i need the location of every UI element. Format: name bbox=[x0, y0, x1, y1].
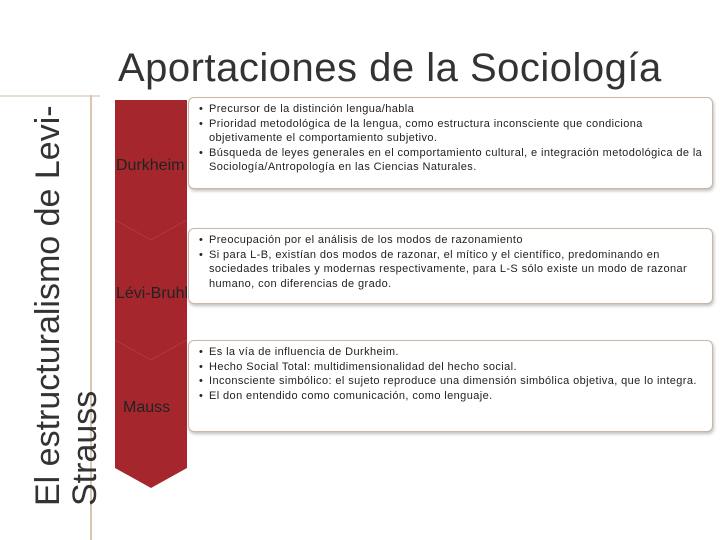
bullet: • Si para L-B, existían dos modos de razonar, el mítico y el científico, predominando en sociedades tribales y modernas respectivamente, para L-S sólo existe un modo de razonar humano, con diferencias de grado. bbox=[199, 248, 706, 292]
bullet: • Inconsciente simbólico: el sujeto reproduce una dimensión simbólica objetiva, que lo integra. bbox=[199, 374, 706, 389]
bullet: • Prioridad metodológica de la lengua, como estructura inconsciente que condiciona objetivamente el comportamiento subjetivo. bbox=[199, 117, 706, 146]
label-mauss: Mauss bbox=[123, 399, 171, 416]
box-durkheim bbox=[188, 97, 713, 189]
box-levi-bruhl bbox=[188, 228, 713, 304]
label-levi-bruhl: Lévi-Bruhl bbox=[116, 285, 188, 302]
page-title: Aportaciones de la Sociología bbox=[118, 46, 662, 90]
side-title bbox=[12, 70, 132, 520]
box-mauss bbox=[188, 340, 713, 432]
label-durkheim: Durkheim bbox=[116, 157, 185, 174]
side-title-line-2: Strauss bbox=[66, 390, 104, 506]
side-title-line-1: El estructuralismo de Levi- bbox=[29, 105, 67, 506]
bullet: • Es la vía de influencia de Durkheim. bbox=[199, 345, 706, 360]
bullet: • Precursor de la distinción lengua/habla bbox=[199, 102, 706, 117]
bullet: • Hecho Social Total: multidimensionalidad del hecho social. bbox=[199, 360, 706, 375]
bullet: • Búsqueda de leyes generales en el comportamiento cultural, e integración metodológica de la Sociología/Antropología en las Ciencias Naturales. bbox=[199, 146, 706, 175]
bullet: • El don entendido como comunicación, como lenguaje. bbox=[199, 389, 706, 404]
bullet: • Preocupación por el análisis de los modos de razonamiento bbox=[199, 233, 706, 248]
